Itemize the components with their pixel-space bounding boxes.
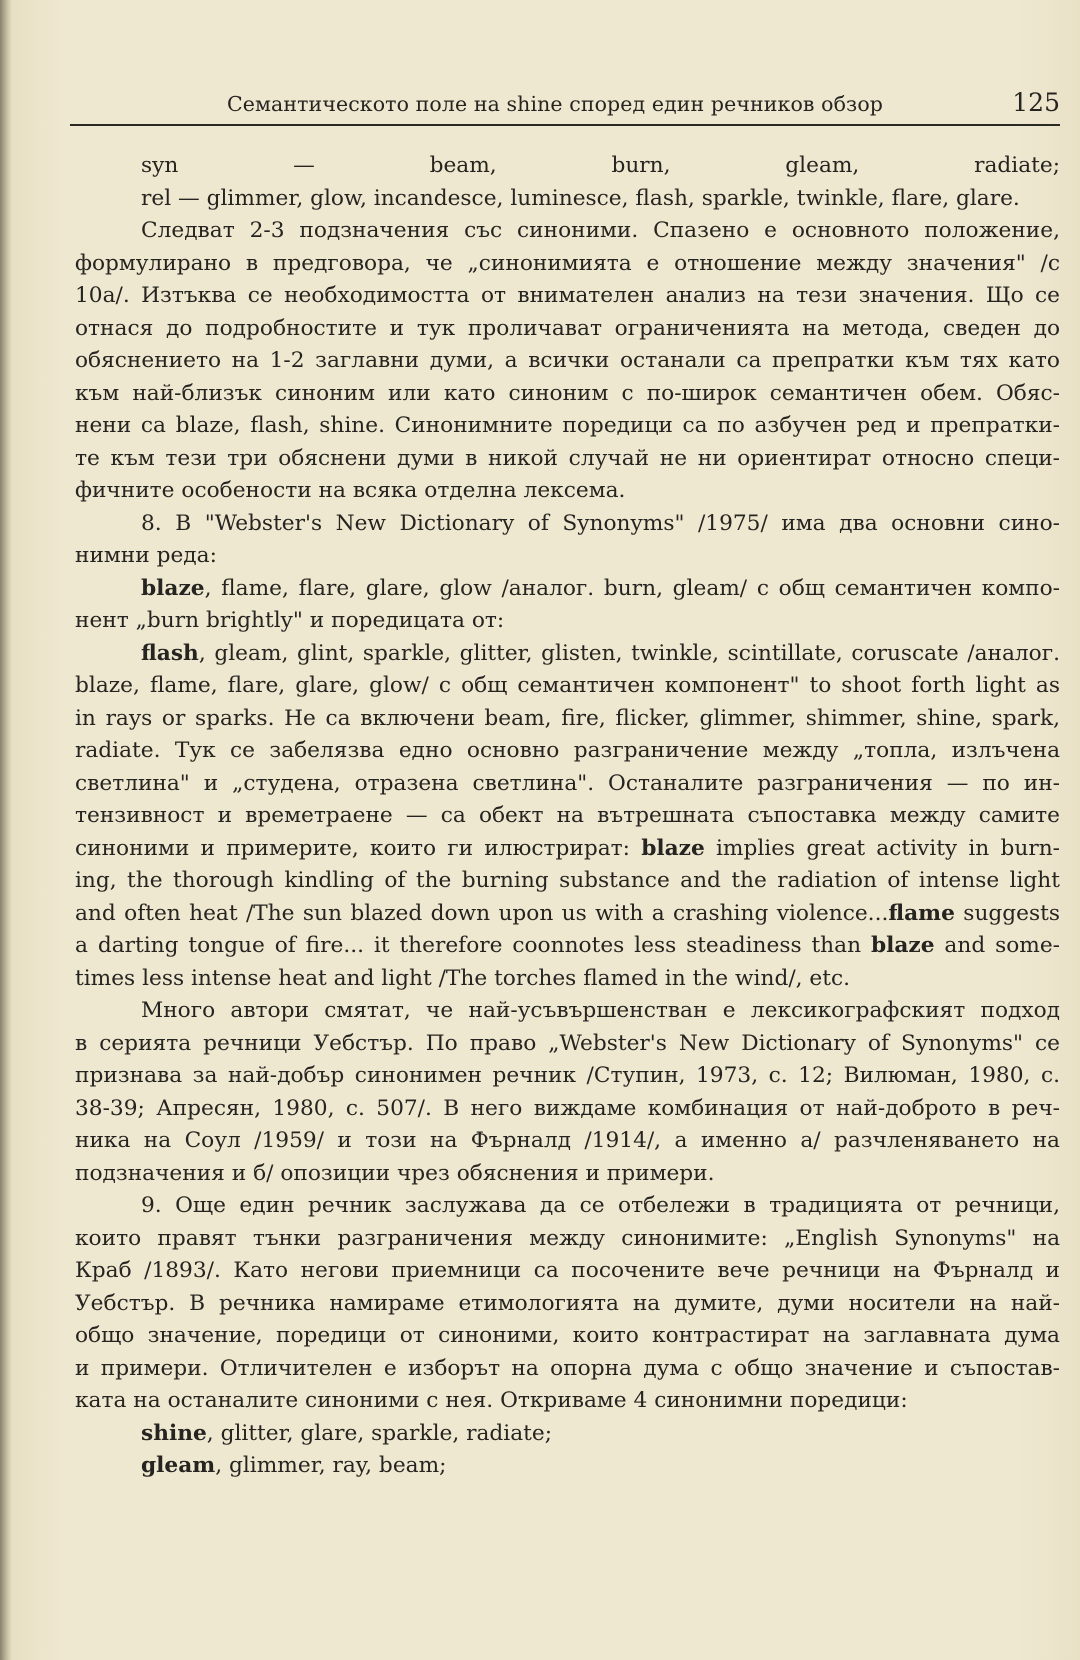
text-line: 8. В "Webster's New Dictionary of Synonyms" /1975/ има два основни сино- <box>141 510 1060 536</box>
text-fragment: and often heat /The sun blazed down upon us with a crashing violence... <box>75 900 889 926</box>
text-line: Много автори смятат, че най-усъвършенстван е лексикографският подход <box>141 998 1060 1023</box>
text-line: 10а/. Изтъква се необходимостта от внимателен анализ на тези значения. Що се <box>75 283 1060 308</box>
text-line <box>75 1418 1060 1451</box>
text-line: ing, the thorough kindling of the burning substance and the radiation of intense light <box>75 868 1060 893</box>
text-line: Следват 2-3 подзначения със синоними. Спазено е основното положение, <box>141 218 1060 243</box>
text-line <box>75 638 1060 671</box>
text-line <box>75 833 1060 866</box>
body-text <box>75 150 1060 1483</box>
text-line <box>75 1450 1060 1483</box>
text-line: към най-близък синоним или като синоним с по-широк семантичен обем. Обяс- <box>75 380 1060 406</box>
page-number: 125 <box>1012 88 1060 117</box>
text-line <box>75 930 1060 963</box>
text-line: 38-39; Апресян, 1980, с. 507/. В него виждаме комбинация от най-доброто в реч- <box>75 1095 1060 1121</box>
text-line: rel — glimmer, glow, incandesce, luminesce, flash, sparkle, twinkle, flare, glare. <box>141 185 1020 211</box>
text-line: Краб /1893/. Като негови приемници са посочените вече речници на Фърналд и <box>75 1258 1060 1283</box>
headword: flame <box>888 900 955 926</box>
text-line: нени са blaze, flash, shine. Синонимните поредици са по азбучен ред и препратки- <box>75 413 1060 438</box>
text-line: ника на Соул /1959/ и този на Фърналд /1914/, а именно а/ разчленяването на <box>75 1128 1060 1153</box>
text-fragment: , glimmer, ray, beam; <box>215 1453 447 1478</box>
text-line: подзначения и б/ опозиции чрез обяснения и примери. <box>75 1160 715 1186</box>
text-fragment: , glitter, glare, sparkle, radiate; <box>206 1420 553 1446</box>
text-line: Уебстър. В речника намираме етимологията на думите, думи носители на най- <box>75 1290 1060 1316</box>
text-fragment: implies great activity in burn- <box>704 835 1060 861</box>
text-line: общо значение, поредици от синоними, които контрастират на заглавната дума <box>75 1323 1060 1348</box>
text-line: формулирано в предговора, че „синонимията е отношение между значения" /с <box>75 250 1060 276</box>
text-fragment: suggests <box>954 900 1060 926</box>
text-line: обяснението на 1-2 заглавни думи, а всички останали са препратки към тях като <box>75 348 1060 373</box>
running-header <box>70 88 1060 124</box>
text-fragment: , flame, flare, glare, glow /аналог. burn, gleam/ с общ семантичен компо- <box>204 575 1060 601</box>
text-fragment: and some- <box>934 933 1060 958</box>
text-line: в серията речници Уебстър. По право „Webster's New Dictionary of Synonyms" се <box>75 1030 1060 1056</box>
text-line: отнася до подробностите и тук проличават ограниченията на метода, сведен до <box>75 315 1060 341</box>
text-line: нимни реда: <box>75 543 217 568</box>
header-rule <box>70 124 1060 126</box>
text-line: признава за най-добър синонимен речник /Ступин, 1973, с. 12; Вилюман, 1980, с. <box>75 1063 1060 1088</box>
text-line: syn — beam, burn, gleam, radiate; <box>141 153 1060 178</box>
text-line: и примери. Отличителен е изборът на опорна дума с общо значение и съпостав- <box>75 1355 1060 1381</box>
text-line: те към тези три обяснени думи в никой случай не ни ориентират относно специ- <box>75 445 1060 471</box>
text-fragment: a darting tongue of fire... it therefore coonnotes less steadiness than <box>75 933 871 958</box>
text-line: ката на останалите синоними с нея. Откриваме 4 синонимни поредици: <box>75 1388 908 1413</box>
text-line: in rays or sparks. Не са включени beam, fire, flicker, glimmer, shimmer, shine, spark, <box>75 705 1060 731</box>
text-line: times less intense heat and light /The torches flamed in the wind/, etc. <box>75 965 851 991</box>
text-line: 9. Още един речник заслужава да се отбележи в традицията от речници, <box>141 1193 1060 1218</box>
text-line: нент „burn brightly" и поредицата от: <box>75 608 505 633</box>
headword: blaze <box>870 933 935 958</box>
text-fragment: синоними и примерите, които ги илюстрират: <box>75 835 642 861</box>
text-line <box>75 573 1060 606</box>
headword: flash <box>141 640 199 666</box>
text-line: които правят тънки разграничения между синонимите: „English Synonyms" на <box>75 1225 1060 1251</box>
headword: shine <box>141 1420 207 1446</box>
text-line: фичните особености на всяка отделна лексема. <box>75 478 626 503</box>
text-fragment: , gleam, glint, sparkle, glitter, glisten, twinkle, scintillate, coruscate /аналог. <box>198 640 1060 666</box>
text-line <box>75 898 1060 931</box>
running-title: Семантическото поле на shine според един речников обзор <box>226 92 884 116</box>
text-line: radiate. Тук се забелязва едно основно разграничение между „топла, излъчена <box>75 738 1060 763</box>
text-line: blaze, flame, flare, glare, glow/ с общ семантичен компонент" to shoot forth light as <box>75 673 1060 698</box>
book-spine-shadow <box>0 0 12 1660</box>
headword: blaze <box>141 575 205 601</box>
headword: gleam <box>141 1453 216 1478</box>
text-line: светлина" и „студена, отразена светлина". Останалите разграничения — по ин- <box>75 770 1060 796</box>
headword: blaze <box>641 835 705 861</box>
text-line: тензивност и времетраене — са обект на вътрешната съпоставка между самите <box>75 803 1060 828</box>
